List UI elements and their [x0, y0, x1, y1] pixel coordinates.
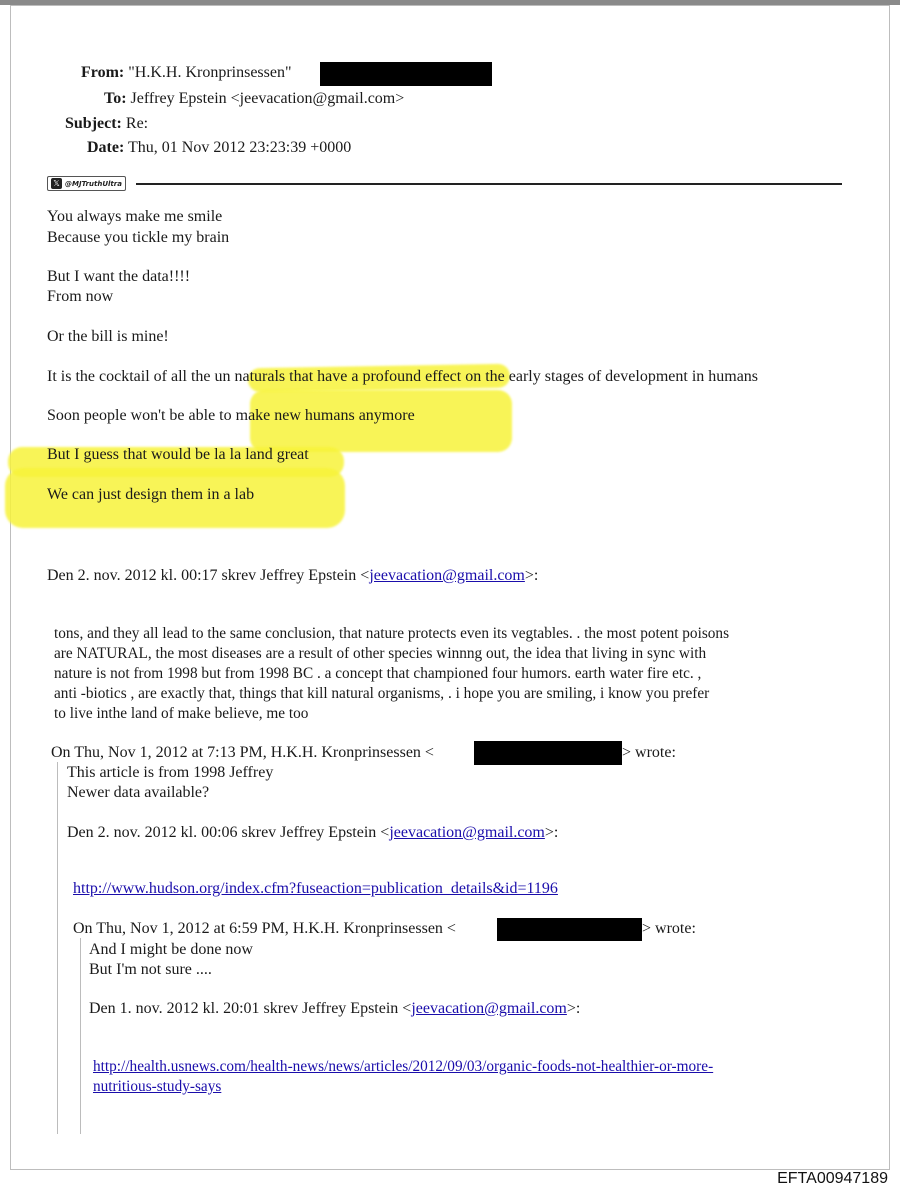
header-rule — [136, 183, 842, 185]
subject-value: Re: — [125, 115, 149, 132]
email-link[interactable]: jeevacation@gmail.com — [411, 1000, 567, 1017]
quote-wrote: > wrote: — [642, 920, 696, 937]
watermark-badge — [47, 176, 126, 191]
article-link[interactable]: nutritious-study-says — [93, 1078, 222, 1095]
message-line: Soon people won't be able to make new humans anymore — [47, 407, 415, 424]
email-link[interactable]: jeevacation@gmail.com — [369, 567, 525, 584]
quote-line: This article is from 1998 Jeffrey — [67, 764, 274, 781]
reply-line: are NATURAL, the most diseases are a result of other species winnng out, the idea that living in sync with — [54, 645, 707, 662]
to-label: To: — [104, 90, 127, 107]
reply-header-text: >: — [544, 824, 559, 841]
date-value: Thu, 01 Nov 2012 23:23:39 +0000 — [128, 139, 352, 156]
to-value: Jeffrey Epstein <jeevacation@gmail.com> — [130, 90, 405, 107]
quote-wrote: > wrote: — [622, 744, 676, 761]
redaction-box — [497, 918, 642, 941]
message-line: Because you tickle my brain — [47, 229, 230, 246]
email-link[interactable]: jeevacation@gmail.com — [389, 824, 545, 841]
message-line: From now — [47, 288, 114, 305]
message-line: It is the cocktail of all the un naturals that have a profound effect on the early stages of development in humans — [47, 368, 759, 385]
from-row — [81, 64, 292, 82]
date-row — [87, 139, 351, 157]
document-page — [10, 5, 890, 1170]
quote-bar — [57, 762, 58, 1134]
article-link[interactable]: http://www.hudson.org/index.cfm?fuseaction=publication_details&id=1196 — [73, 880, 558, 897]
document-id: EFTA00947189 — [777, 1170, 888, 1187]
quote-line: And I might be done now — [89, 941, 253, 958]
quote-reply-header — [89, 1000, 580, 1018]
from-value: "H.K.H. Kronprinsessen" — [128, 64, 292, 81]
quote-header: On Thu, Nov 1, 2012 at 7:13 PM, H.K.H. Kronprinsessen < — [51, 744, 434, 761]
reply-line: nature is not from 1998 but from 1998 BC . a concept that championed four humors. earth water fire etc. , — [54, 665, 702, 682]
message-line: Or the bill is mine! — [47, 328, 169, 345]
quote-line: But I'm not sure .... — [89, 961, 212, 978]
redaction-box — [474, 741, 622, 765]
reply-header — [47, 567, 538, 585]
reply-header-text: Den 1. nov. 2012 kl. 20:01 skrev Jeffrey Epstein < — [89, 1000, 412, 1017]
reply-header-text: >: — [524, 567, 539, 584]
redaction-box — [320, 62, 492, 86]
from-label: From: — [81, 64, 125, 81]
quote-reply-header — [67, 824, 558, 842]
reply-header-text: Den 2. nov. 2012 kl. 00:06 skrev Jeffrey Epstein < — [67, 824, 390, 841]
to-row — [104, 90, 404, 108]
subject-label: Subject: — [65, 115, 122, 132]
message-line: But I want the data!!!! — [47, 268, 191, 285]
article-link[interactable]: http://health.usnews.com/health-news/news/articles/2012/09/03/organic-foods-not-healthier-or-more- — [93, 1058, 714, 1075]
x-logo-icon: 𝕏 — [51, 178, 62, 189]
reply-header-text: >: — [566, 1000, 581, 1017]
quote-header: On Thu, Nov 1, 2012 at 6:59 PM, H.K.H. Kronprinsessen < — [73, 920, 456, 937]
watermark-handle: @MJTruthUltra — [65, 179, 122, 188]
reply-header-text: Den 2. nov. 2012 kl. 00:17 skrev Jeffrey Epstein < — [47, 567, 370, 584]
reply-line: to live inthe land of make believe, me too — [54, 705, 309, 722]
message-line: We can just design them in a lab — [47, 486, 255, 503]
subject-row — [65, 115, 148, 133]
message-line: You always make me smile — [47, 208, 223, 225]
message-line: But I guess that would be la la land great — [47, 446, 309, 463]
reply-line: tons, and they all lead to the same conclusion, that nature protects even its vegtables. . the most potent poisons — [54, 625, 730, 642]
quote-line: Newer data available? — [67, 784, 210, 801]
quote-bar — [80, 938, 81, 1134]
date-label: Date: — [87, 139, 125, 156]
reply-line: anti -biotics , are exactly that, things that kill natural organisms, . i hope you are smiling, i know you prefer — [54, 685, 710, 702]
